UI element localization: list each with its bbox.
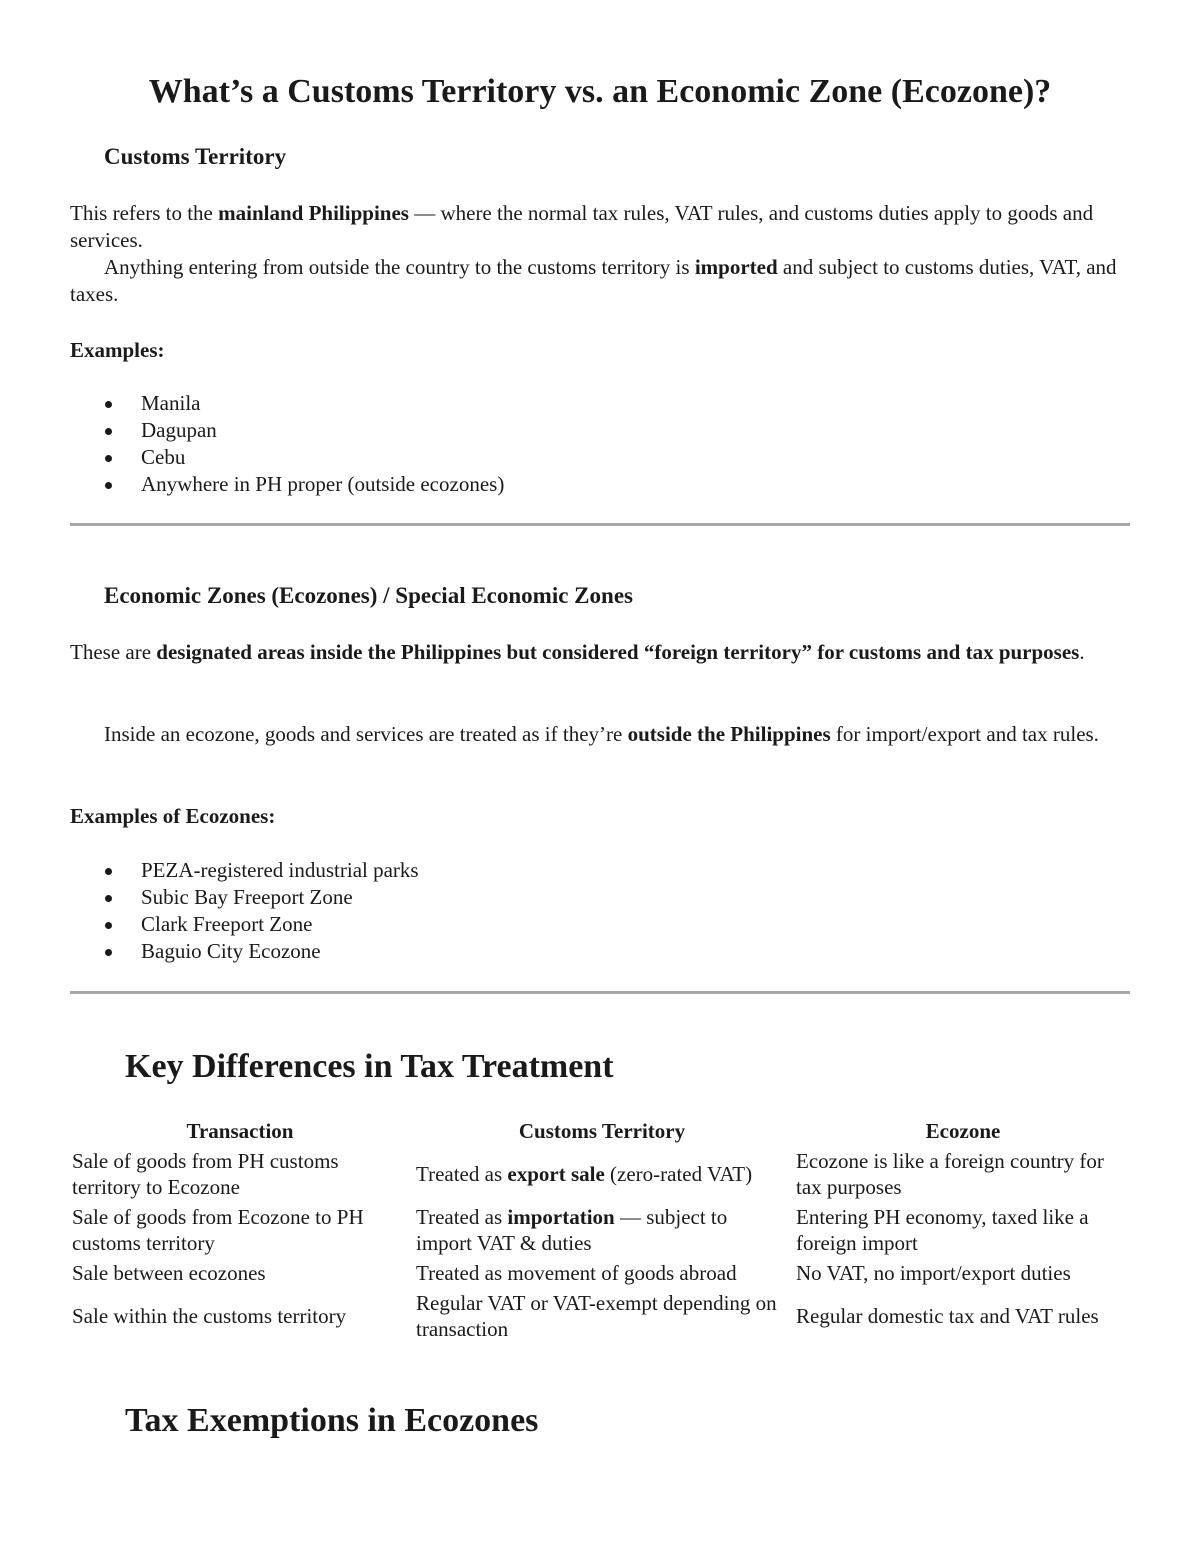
ecozone-cell: Entering PH economy, taxed like a foreign import (796, 1205, 1089, 1255)
bullet-icon (105, 922, 112, 929)
ecozones-intro (70, 639, 1140, 666)
intro-text-end: — where the normal tax rules, VAT rules, and customs duties apply to goods and services. (70, 201, 1094, 252)
transaction-cell: Sale of goods from Ecozone to PH customs territory (72, 1205, 364, 1255)
ecozones-heading: Economic Zones (Ecozones) / Special Economic Zones (104, 583, 633, 608)
column-header-customs-territory: Customs Territory (518, 1119, 686, 1143)
table-row (68, 1258, 1134, 1288)
customs-examples-list (0, 390, 504, 498)
detail-text-end: and subject to customs duties, VAT, and taxes. (70, 255, 1117, 306)
horizontal-divider (70, 523, 1130, 526)
table-row (68, 1146, 1134, 1202)
ecozone-cell: Ecozone is like a foreign country for tax purposes (796, 1149, 1104, 1199)
cell-text-end: (zero-rated VAT) (604, 1162, 753, 1186)
intro-bold-text: mainland Philippines (218, 201, 409, 225)
list-item-text: Subic Bay Freeport Zone (141, 885, 353, 909)
horizontal-divider (70, 991, 1130, 994)
cell-text: Treated as (416, 1162, 508, 1186)
list-item-text: Dagupan (141, 418, 217, 442)
customs-territory-cell (412, 1146, 792, 1202)
customs-territory-heading: Customs Territory (104, 144, 287, 169)
transaction-cell: Sale between ecozones (72, 1261, 266, 1285)
ecozone-cell: No VAT, no import/export duties (796, 1261, 1071, 1285)
ecozones-detail (70, 721, 1140, 748)
list-item-text: Manila (141, 391, 201, 415)
bullet-icon (105, 455, 112, 462)
detail-text-end: for import/export and tax rules. (830, 722, 1099, 746)
list-item (0, 390, 504, 417)
customs-examples-label: Examples: (70, 338, 165, 362)
list-item (0, 911, 419, 938)
intro-bold-text: designated areas inside the Philippines but considered “foreign territory” for customs and tax purposes (156, 640, 1080, 664)
list-item (0, 471, 504, 498)
intro-text: These are (70, 640, 157, 664)
list-item-text: Cebu (141, 445, 186, 469)
document-title: What’s a Customs Territory vs. an Economic Zone (Ecozone)? (148, 73, 1052, 110)
list-item-text: PEZA-registered industrial parks (141, 858, 419, 882)
bullet-icon (105, 428, 112, 435)
table-row (68, 1202, 1134, 1258)
cell-bold-text: importation (507, 1205, 615, 1229)
ecozones-examples-label: Examples of Ecozones: (70, 804, 276, 828)
ecozones-examples-list (0, 857, 419, 965)
bullet-icon (105, 868, 112, 875)
cell-text-end: — subject to import VAT & duties (416, 1205, 728, 1255)
list-item (0, 884, 419, 911)
column-header-transaction: Transaction (186, 1119, 294, 1143)
list-item-text: Baguio City Ecozone (141, 939, 321, 963)
tax-treatment-table (68, 1116, 1134, 1344)
detail-text: Anything entering from outside the country to the customs territory is (104, 255, 695, 279)
bullet-icon (105, 401, 112, 408)
table-header-row (68, 1116, 1134, 1146)
bullet-icon (105, 482, 112, 489)
ecozone-cell: Regular domestic tax and VAT rules (796, 1304, 1099, 1328)
tax-exemptions-heading: Tax Exemptions in Ecozones (125, 1402, 539, 1439)
customs-territory-cell (412, 1202, 792, 1258)
list-item (0, 857, 419, 884)
list-item (0, 417, 504, 444)
cell-bold-text: export sale (507, 1162, 605, 1186)
cell-text: Treated as (416, 1205, 508, 1229)
column-header-ecozone: Ecozone (925, 1119, 1001, 1143)
detail-bold-text: outside the Philippines (627, 722, 831, 746)
key-differences-heading: Key Differences in Tax Treatment (125, 1048, 614, 1085)
cell-text: Regular VAT or VAT-exempt depending on transaction (416, 1291, 777, 1341)
detail-bold-text: imported (694, 255, 778, 279)
table-row (68, 1288, 1134, 1344)
cell-text: Treated as movement of goods abroad (416, 1261, 737, 1285)
customs-territory-intro (70, 200, 1140, 308)
detail-text: Inside an ecozone, goods and services are treated as if they’re (104, 722, 628, 746)
intro-text-end: . (1079, 640, 1085, 664)
bullet-icon (105, 949, 112, 956)
customs-territory-cell (412, 1258, 792, 1288)
list-item-text: Clark Freeport Zone (141, 912, 313, 936)
bullet-icon (105, 895, 112, 902)
customs-territory-cell (412, 1288, 792, 1344)
transaction-cell: Sale of goods from PH customs territory to Ecozone (72, 1149, 339, 1199)
transaction-cell: Sale within the customs territory (72, 1304, 347, 1328)
list-item (0, 444, 504, 471)
intro-text: This refers to the (70, 201, 219, 225)
list-item-text: Anywhere in PH proper (outside ecozones) (141, 472, 505, 496)
list-item (0, 938, 419, 965)
